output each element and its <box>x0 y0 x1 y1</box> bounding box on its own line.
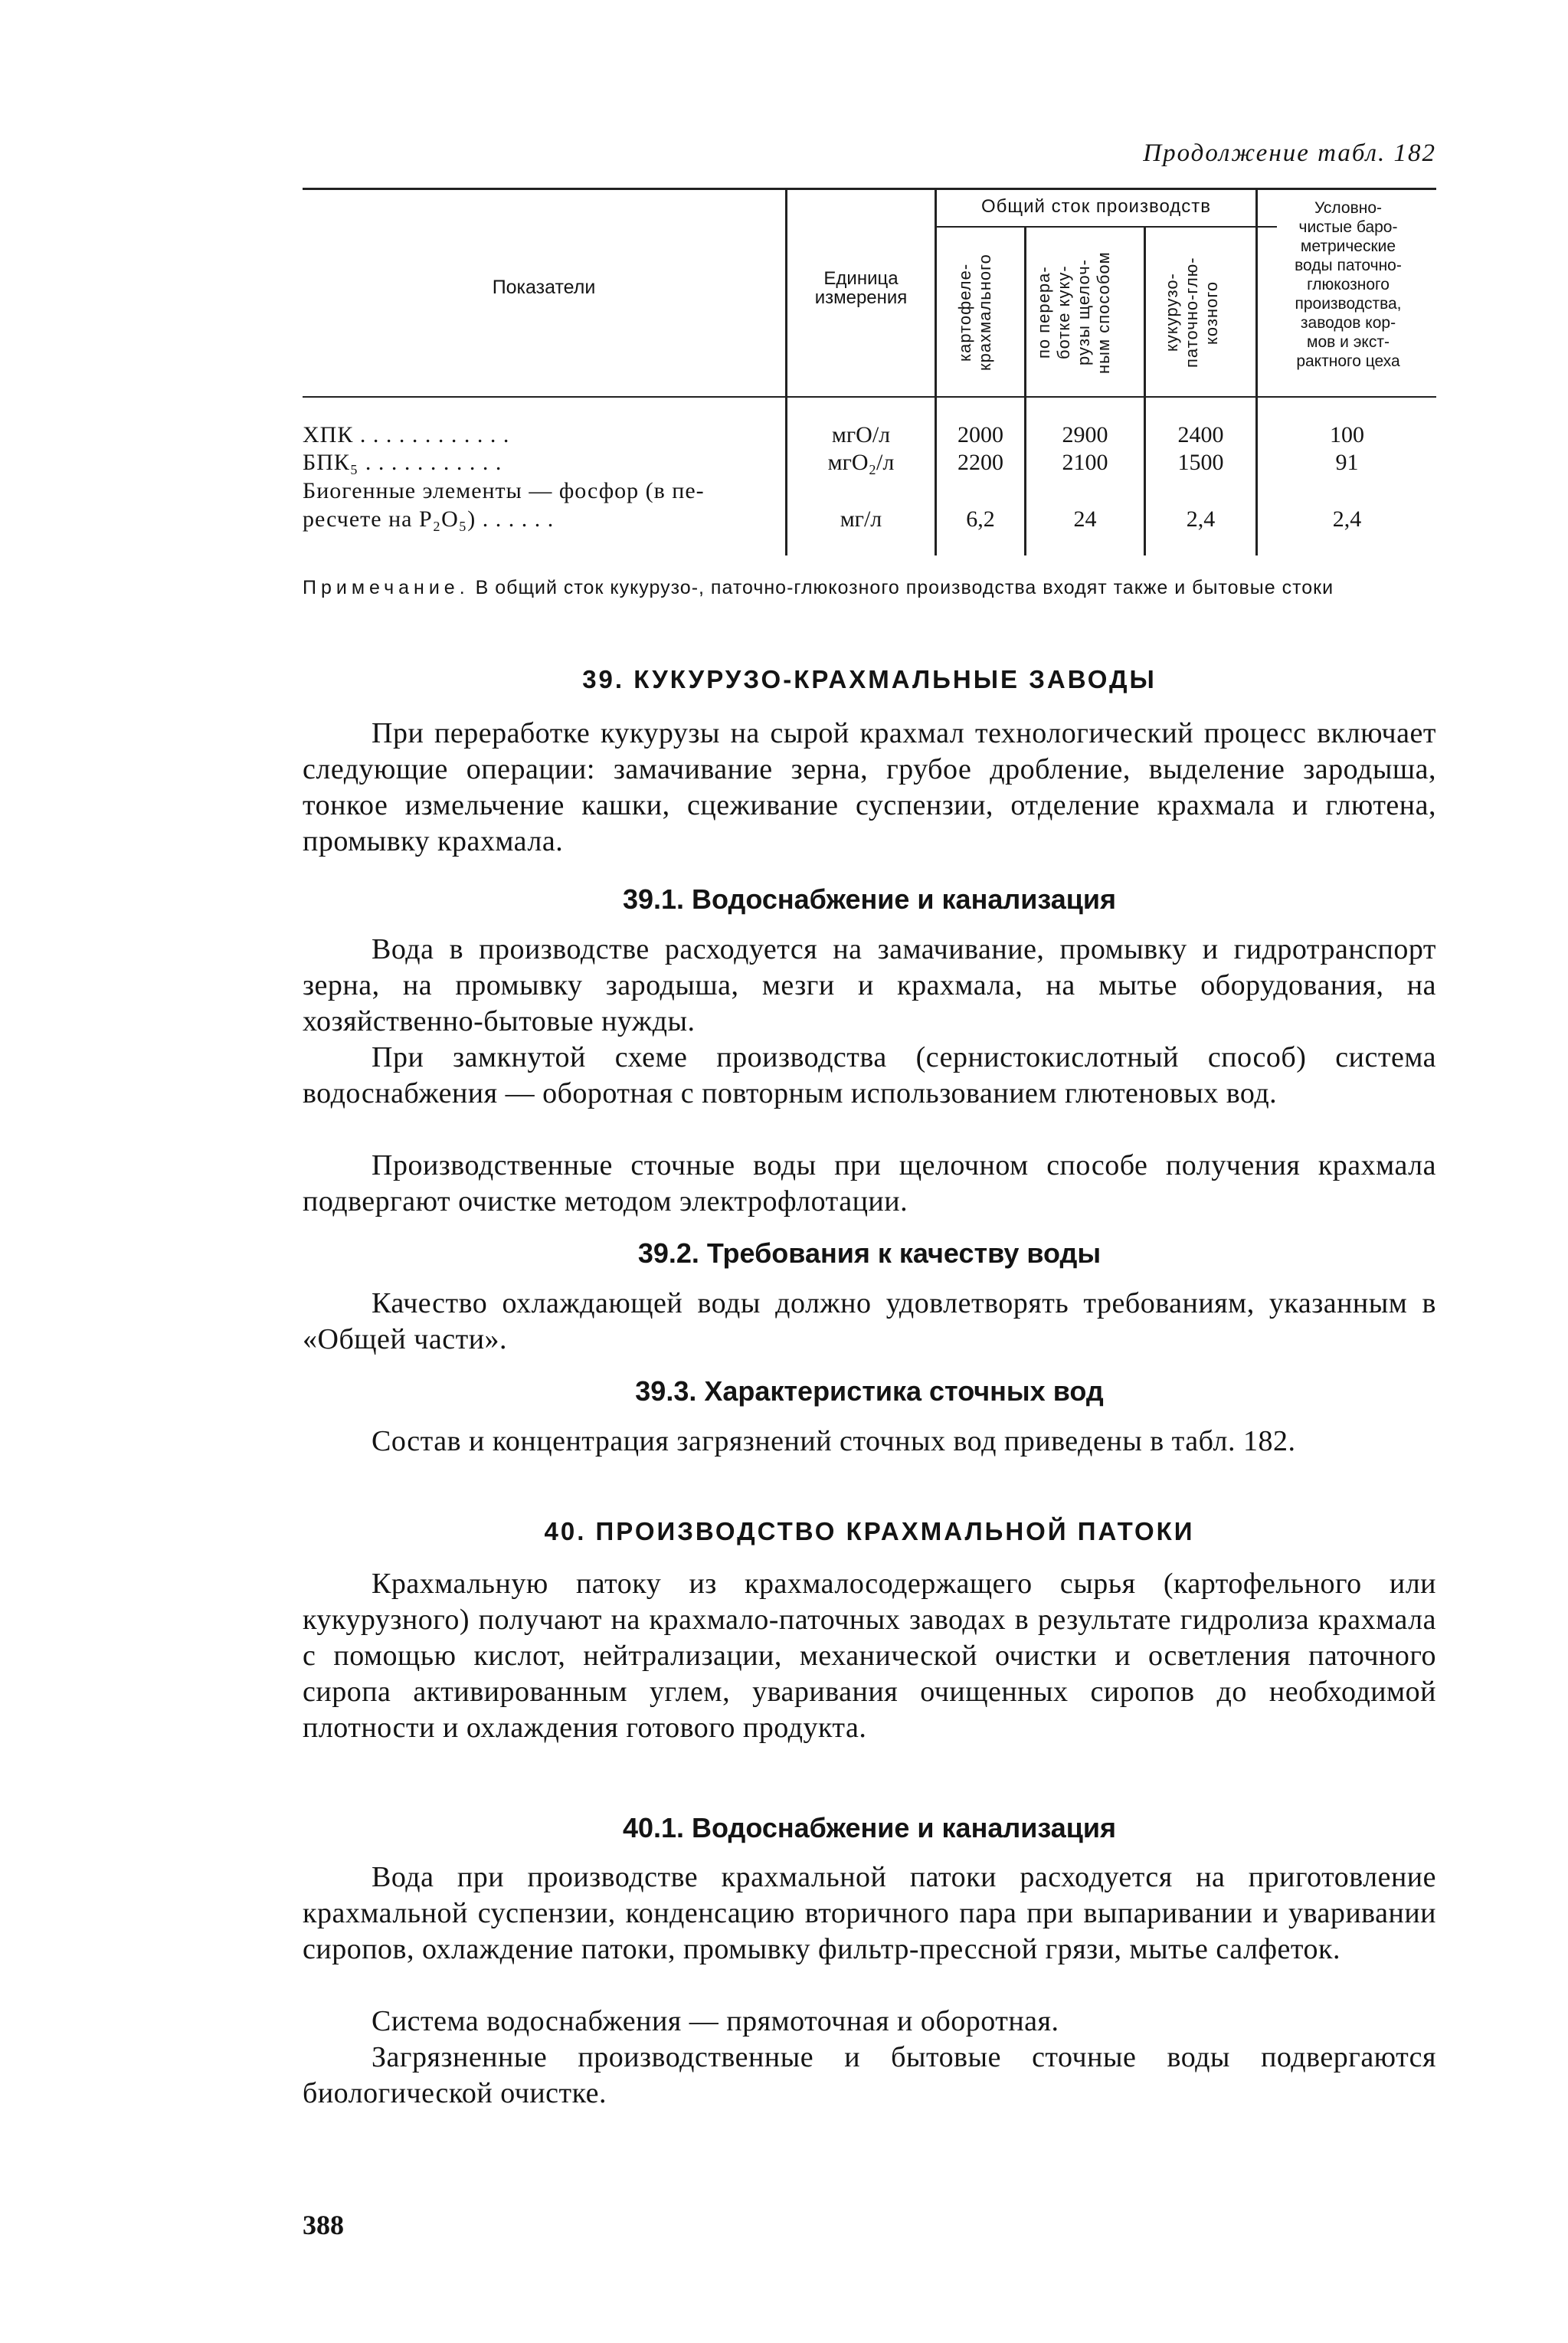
col-rule-5 <box>1255 188 1258 555</box>
cell-bpk-2: 2100 <box>1062 450 1108 475</box>
header-indicator: Показатели <box>492 277 596 298</box>
table-caption: Продолжение табл. 182 <box>1143 139 1436 167</box>
page-number: 388 <box>303 2210 344 2240</box>
section-40-1-paragraph-2: Система водоснабжения — прямоточная и оборотная. <box>372 2005 1059 2037</box>
header-conditionally-clean: Условно- чистые баро- метрические воды паточно- глюкозного производства, заводов кор- мов и экст- рактного цеха <box>1295 199 1402 370</box>
cell-hpk-1: 2000 <box>957 422 1003 447</box>
header-group: Общий сток производств <box>980 196 1212 217</box>
section-39-1-paragraph-2: При замкнутой схеме производства (сернистокислотный способ) система водоснабжения — оборотная с повторным использованием глютеновых вод. <box>303 1041 1436 1109</box>
cell-phosphorus-2: 24 <box>1073 506 1097 532</box>
section-39-2-title: 39.2. Требования к качеству воды <box>637 1237 1102 1269</box>
section-40-1-title: 40.1. Водоснабжение и канализация <box>622 1812 1117 1843</box>
header-unit: Единица измерения <box>814 268 908 308</box>
row-unit-phosphorus: мг/л <box>840 506 882 532</box>
section-40-1-paragraph-3: Загрязненные производственные и бытовые сточные воды подвергаются биологической очистке. <box>303 2041 1436 2109</box>
cell-hpk-4: 100 <box>1330 422 1364 447</box>
table-182 <box>303 188 1436 555</box>
section-40-title: 40. ПРОИЗВОДСТВО КРАХМАЛЬНОЙ ПАТОКИ <box>544 1517 1195 1545</box>
group-header-rule <box>935 226 1277 228</box>
col-rule-2 <box>935 188 937 555</box>
subheader-glucose: кукурузо- паточно-глю- козного <box>1162 257 1221 369</box>
cell-phosphorus-1: 6,2 <box>966 506 995 532</box>
header-bottom-rule <box>303 396 1436 398</box>
cell-hpk-3: 2400 <box>1177 422 1224 447</box>
subheader-alkaline: по перера- ботке куку- рузы щелоч- ным способом <box>1034 251 1113 374</box>
section-40-paragraph: Крахмальную патоку из крахмалосодержащего сырья (картофельного или кукурузного) получают на крахмало-паточных заводах в результате гидролиза крахмала с помощью кислот, нейтрализации, механической очистки и осветления паточного сиропа активированным углем, уваривания очищенных сиропов до необходимой плотности и охлаждения готового продукта. <box>303 1568 1436 1744</box>
section-39-1-paragraph-3: Производственные сточные воды при щелочном способе получения крахмала подвергают очистке методом электрофлотации. <box>303 1149 1436 1217</box>
cell-bpk-1: 2200 <box>957 450 1003 475</box>
section-39-1-paragraph-1: Вода в производстве расходуется на замачивание, промывку и гидротранспорт зерна, на промывку зародыша, мезги и крахмала, на мытье оборудования, на хозяйственно-бытовые нужды. <box>303 933 1436 1037</box>
section-39-3-title: 39.3. Характеристика сточных вод <box>635 1375 1104 1407</box>
section-39-paragraph: При переработке кукурузы на сырой крахмал технологический процесс включает следующие операции: замачивание зерна, грубое дробление, выделение зародыша, тонкое измельчение кашки, сцеживание суспензии, отделение крахмала и глютена, промывку крахмала. <box>303 717 1436 857</box>
row-unit-bpk: мгО₂/л <box>827 450 895 475</box>
row-label-bpk: БПК₅ . . . . . . . . . . . <box>303 450 502 475</box>
table-top-rule <box>303 188 1436 190</box>
note-text: В общий сток кукурузо-, паточно-глюкозного производства входят также и бытовые стоки <box>469 577 1334 598</box>
section-39-1-title: 39.1. Водоснабжение и канализация <box>622 883 1117 915</box>
section-40-1-paragraph-1: Вода при производстве крахмальной патоки расходуется на приготовление крахмальной суспензии, конденсацию вторичного пара при выпаривании и уваривании сиропов, охлаждение патоки, промывку фильтр-прессной грязи, мытье салфеток. <box>303 1861 1436 1965</box>
row-label-hpk: ХПК . . . . . . . . . . . . <box>303 422 510 447</box>
section-39-title: 39. КУКУРУЗО-КРАХМАЛЬНЫЕ ЗАВОДЫ <box>582 665 1157 693</box>
cell-phosphorus-3: 2,4 <box>1186 506 1216 532</box>
table-note <box>303 576 1436 600</box>
note-lead: Примечание. <box>303 577 470 598</box>
row-unit-hpk: мгО/л <box>831 422 891 447</box>
col-rule-1 <box>785 188 787 555</box>
cell-bpk-4: 91 <box>1335 450 1359 475</box>
row-label-phosphorus-cont: ресчете на P₂O₅) . . . . . . <box>303 506 555 532</box>
cell-phosphorus-4: 2,4 <box>1332 506 1362 532</box>
cell-bpk-3: 1500 <box>1177 450 1224 475</box>
cell-hpk-2: 2900 <box>1062 422 1108 447</box>
section-39-3-paragraph: Состав и концентрация загрязнений сточных вод приведены в табл. 182. <box>372 1425 1296 1457</box>
subheader-potato: картофеле- крахмального <box>955 254 994 372</box>
row-label-phosphorus: Биогенные элементы — фосфор (в пе- <box>303 478 705 503</box>
section-39-2-paragraph: Качество охлаждающей воды должно удовлетворять требованиям, указанным в «Общей части». <box>303 1287 1436 1355</box>
